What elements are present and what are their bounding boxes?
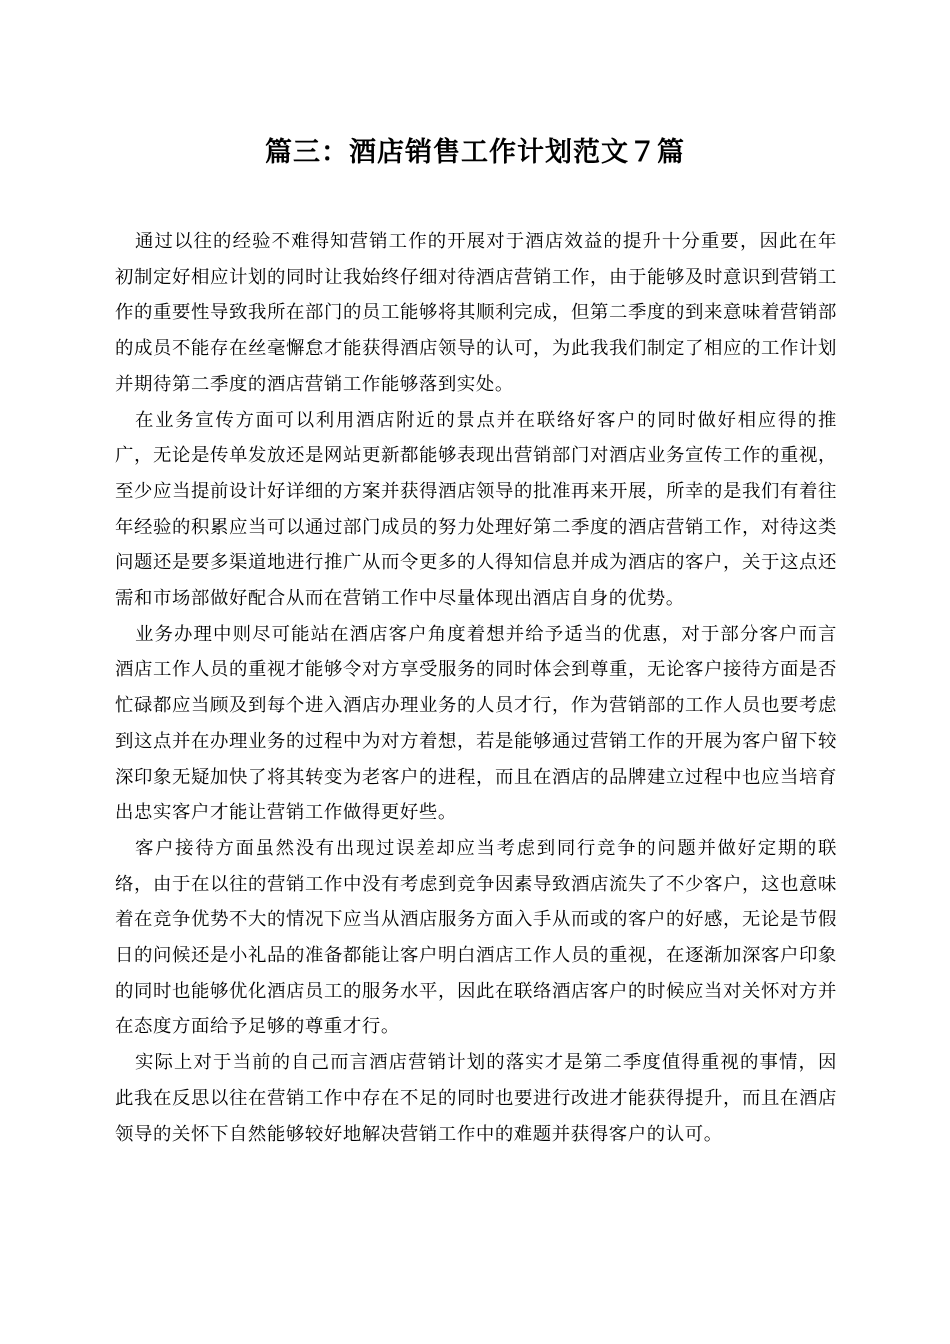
document-body — [115, 224, 837, 1152]
document-title: 篇三：酒店销售工作计划范文７篇 — [265, 137, 685, 168]
paragraph-1: 通过以往的经验不难得知营销工作的开展对于酒店效益的提升十分重要，因此在年初制定好相应计划的同时让我始终仔细对待酒店营销工作，由于能够及时意识到营销工作的重要性导致我所在部门的员工能够将其顺利完成，但第二季度的到来意味着营销部的成员不能存在丝毫懈怠才能获得酒店领导的认可，为此我我们制定了相应的工作计划并期待第二季度的酒店营销工作能够落到实处。 — [115, 231, 837, 395]
paragraph-4: 客户接待方面虽然没有出现过误差却应当考虑到同行竞争的问题并做好定期的联络，由于在以往的营销工作中没有考虑到竞争因素导致酒店流失了不少客户，这也意味着在竞争优势不大的情况下应当从酒店服务方面入手从而或的客户的好感，无论是节假日的问候还是小礼品的准备都能让客户明白酒店工作人员的重视，在逐渐加深客户印象的同时也能够优化酒店员工的服务水平，因此在联络酒店客户的时候应当对关怀对方并在态度方面给予足够的尊重才行。 — [115, 837, 837, 1038]
paragraph-5: 实际上对于当前的自己而言酒店营销计划的落实才是第二季度值得重视的事情，因此我在反思以往在营销工作中存在不足的同时也要进行改进才能获得提升，而且在酒店领导的关怀下自然能够较好地解决营销工作中的难题并获得客户的认可。 — [115, 1052, 837, 1145]
paragraph-3: 业务办理中则尽可能站在酒店客户角度着想并给予适当的优惠，对于部分客户而言酒店工作人员的重视才能够令对方享受服务的同时体会到尊重，无论客户接待方面是否忙碌都应当顾及到每个进入酒店办理业务的人员才行，作为营销部的工作人员也要考虑到这点并在办理业务的过程中为对方着想，若是能够通过营销工作的开展为客户留下较深印象无疑加快了将其转变为老客户的进程，而且在酒店的品牌建立过程中也应当培育出忠实客户才能让营销工作做得更好些。 — [115, 623, 837, 824]
paragraph-2: 在业务宣传方面可以利用酒店附近的景点并在联络好客户的同时做好相应得的推广，无论是传单发放还是网站更新都能够表现出营销部门对酒店业务宣传工作的重视，至少应当提前设计好详细的方案并获得酒店领导的批准再来开展，所幸的是我们有着往年经验的积累应当可以通过部门成员的努力处理好第二季度的酒店营销工作，对待这类问题还是要多渠道地进行推广从而令更多的人得知信息并成为酒店的客户，关于这点还需和市场部做好配合从而在营销工作中尽量体现出酒店自身的优势。 — [115, 409, 837, 610]
